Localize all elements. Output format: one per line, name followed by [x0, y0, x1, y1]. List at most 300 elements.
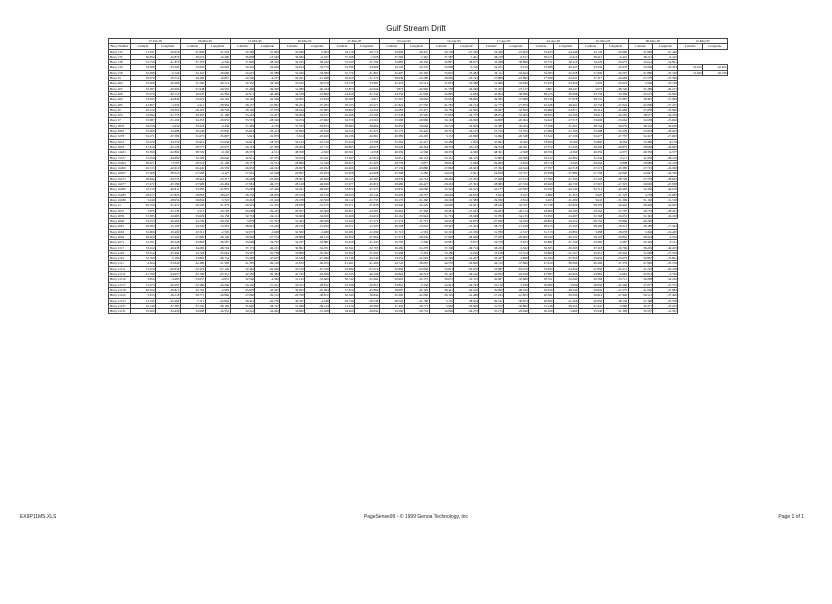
latitude-cell: 29.291	[280, 76, 305, 81]
latitude-cell: 32.142	[578, 49, 603, 54]
latitude-cell: 48.356	[529, 150, 554, 155]
latitude-cell: 38.215	[578, 54, 603, 59]
latitude-cell: 49.327	[280, 298, 305, 303]
longitude-cell: -48.247	[553, 86, 578, 91]
longitude-cell: -31.540	[305, 160, 330, 165]
longitude-cell: -45.830	[504, 187, 529, 192]
longitude-cell: -32.698	[603, 107, 628, 112]
longitude-cell: -31.735	[354, 197, 379, 202]
latitude-cell: 31.610	[131, 266, 156, 271]
longitude-cell: -3.666	[454, 160, 479, 165]
latitude-cell: 41.261	[330, 261, 355, 266]
longitude-cell: -7.928	[354, 54, 379, 59]
longitude-cell: -2.489	[305, 229, 330, 234]
longitude-header: Longitude	[155, 44, 180, 49]
latitude-cell: 38.497	[628, 97, 653, 102]
longitude-cell: -41.368	[553, 298, 578, 303]
latitude-cell: 33.886	[280, 250, 305, 255]
latitude-cell: 29.503	[230, 203, 255, 208]
latitude-cell: 27.372	[529, 144, 554, 149]
longitude-cell: -25.271	[354, 102, 379, 107]
latitude-cell: 29.100	[280, 192, 305, 197]
longitude-cell: -27.622	[454, 208, 479, 213]
latitude-cell: 29.070	[131, 76, 156, 81]
row-label-header: Buoy Number	[110, 44, 129, 49]
latitude-cell: 35.200	[131, 309, 156, 314]
buoy-number-cell: Buoy 16277	[109, 182, 131, 187]
longitude-cell: -25.139	[155, 208, 180, 213]
longitude-cell: -34.690	[354, 65, 379, 70]
latitude-cell: 35.380	[628, 139, 653, 144]
latitude-cell: 36.680	[529, 282, 554, 287]
longitude-cell: -43.923	[454, 166, 479, 171]
latitude-cell: 32.866	[131, 229, 156, 234]
latitude-cell: 5.614	[280, 134, 305, 139]
table-row	[109, 309, 728, 314]
latitude-cell: 33.894	[180, 256, 205, 261]
latitude-cell: 21.708	[578, 171, 603, 176]
longitude-header: Longitude	[703, 44, 728, 49]
longitude-cell: -32.877	[553, 107, 578, 112]
latitude-cell: 48.361	[330, 150, 355, 155]
longitude-cell: 31.715	[404, 219, 429, 224]
longitude-cell: -32.640	[553, 277, 578, 282]
latitude-cell: 29.150	[280, 224, 305, 229]
longitude-cell: -27.293	[305, 102, 330, 107]
latitude-cell: 28.756	[379, 160, 404, 165]
latitude-cell: 3.500	[628, 81, 653, 86]
latitude-cell: 38.223	[479, 245, 504, 250]
longitude-cell: -38.864	[354, 123, 379, 128]
buoy-number-cell: Buoy 16273	[109, 176, 131, 181]
longitude-cell: -15.525	[354, 224, 379, 229]
latitude-cell: 29.689	[529, 208, 554, 213]
latitude-cell: 46.300	[578, 261, 603, 266]
latitude-cell: 32.536	[180, 219, 205, 224]
latitude-cell: 5.135	[429, 298, 454, 303]
longitude-cell: -27.513	[504, 176, 529, 181]
longitude-cell: -15.430	[504, 224, 529, 229]
longitude-cell: -28.230	[205, 219, 230, 224]
latitude-cell: 33.688	[529, 65, 554, 70]
longitude-cell: -31.890	[255, 49, 280, 54]
longitude-cell: -3.797	[155, 160, 180, 165]
latitude-cell: 27.372	[379, 234, 404, 239]
latitude-cell: 3.879	[230, 219, 255, 224]
latitude-cell: 31.865	[479, 155, 504, 160]
longitude-cell: -26.360	[305, 208, 330, 213]
longitude-cell: -27.251	[255, 282, 280, 287]
longitude-cell: -23.893	[504, 76, 529, 81]
longitude-cell: -29.445	[603, 250, 628, 255]
latitude-cell: 31.853	[429, 81, 454, 86]
longitude-cell: -40.244	[305, 86, 330, 91]
longitude-cell: -31.218	[205, 49, 230, 54]
longitude-cell: -25.920	[504, 49, 529, 54]
longitude-cell: -27.550	[404, 102, 429, 107]
latitude-cell: 51.690	[479, 134, 504, 139]
longitude-cell: -46.133	[404, 155, 429, 160]
longitude-cell: -6.416	[553, 54, 578, 59]
longitude-cell: -4.430	[155, 123, 180, 128]
latitude-cell: 29.346	[379, 203, 404, 208]
longitude-cell: -37.400	[653, 293, 678, 298]
buoy-number-cell: Buoy 2671	[109, 240, 131, 245]
latitude-cell: 28.263	[429, 182, 454, 187]
longitude-cell: -33.748	[653, 81, 678, 86]
latitude-cell: 32.882	[379, 60, 404, 65]
latitude-cell: 42.911	[230, 91, 255, 96]
latitude-cell: 32.269	[330, 213, 355, 218]
latitude-cell: 37.190	[429, 245, 454, 250]
latitude-cell: 37.218	[578, 245, 603, 250]
longitude-cell: -36.714	[205, 81, 230, 86]
longitude-cell: -28.964	[205, 102, 230, 107]
longitude-cell: -42.682	[553, 155, 578, 160]
longitude-cell: -43.890	[305, 91, 330, 96]
latitude-cell: 33.622	[280, 81, 305, 86]
latitude-cell: 33.560	[330, 250, 355, 255]
latitude-cell: 26.888	[280, 234, 305, 239]
latitude-cell: 34.998	[180, 309, 205, 314]
latitude-cell: 34.551	[280, 282, 305, 287]
longitude-cell: -4.558	[354, 150, 379, 155]
longitude-cell: -51.270	[404, 245, 429, 250]
longitude-cell: -29.620	[305, 134, 330, 139]
longitude-cell: -28.843	[653, 176, 678, 181]
longitude-cell: -47.273	[354, 187, 379, 192]
longitude-cell: -38.150	[603, 298, 628, 303]
latitude-cell: 34.316	[230, 65, 255, 70]
latitude-cell: 31.568	[578, 213, 603, 218]
latitude-cell: 34.590	[379, 309, 404, 314]
longitude-cell: -31.428	[305, 309, 330, 314]
latitude-cell: 33.510	[280, 266, 305, 271]
latitude-cell: 31.875	[330, 86, 355, 91]
latitude-cell: 33.284	[330, 266, 355, 271]
latitude-cell: 28.189	[628, 224, 653, 229]
latitude-cell: 28.660	[628, 144, 653, 149]
longitude-cell: -23.744	[454, 76, 479, 81]
longitude-cell: -35.233	[653, 303, 678, 308]
longitude-cell: -67.312	[354, 266, 379, 271]
latitude-cell: 32.370	[330, 118, 355, 123]
longitude-cell: -34.950	[454, 123, 479, 128]
latitude-cell: 35.170	[479, 282, 504, 287]
longitude-cell: -29.640	[504, 309, 529, 314]
latitude-cell: 33.296	[379, 118, 404, 123]
longitude-cell: -29.272	[454, 309, 479, 314]
date-header: 20-Mar-95	[280, 39, 330, 44]
longitude-cell: -47.819	[354, 155, 379, 160]
latitude-cell: 34.800	[479, 118, 504, 123]
latitude-cell: 28.428	[628, 203, 653, 208]
latitude-cell: 37.810	[330, 287, 355, 292]
latitude-cell: 42.850	[479, 272, 504, 277]
latitude-cell: 32.324	[429, 187, 454, 192]
latitude-cell: 33.810	[429, 70, 454, 75]
latitude-cell: 32.549	[429, 256, 454, 261]
latitude-cell: 36.585	[479, 97, 504, 102]
latitude-cell: 32.897	[429, 60, 454, 65]
longitude-cell: -34.532	[205, 309, 230, 314]
buoy-number-cell: Buoy 16283	[109, 192, 131, 197]
longitude-cell: -39.356	[155, 107, 180, 112]
longitude-cell: -31.511	[255, 160, 280, 165]
date-header: 01-May-95	[578, 39, 628, 44]
latitude-cell: 29.271	[330, 203, 355, 208]
latitude-cell: 36.891	[280, 245, 305, 250]
longitude-cell: -40.555	[205, 86, 230, 91]
latitude-cell: 42.745	[280, 272, 305, 277]
latitude-cell: 28.771	[180, 293, 205, 298]
longitude-cell: -48.794	[205, 245, 230, 250]
latitude-cell: 28.260	[131, 234, 156, 239]
latitude-cell: 33.987	[131, 118, 156, 123]
latitude-cell: 3.340	[628, 229, 653, 234]
longitude-cell: -35.738	[255, 250, 280, 255]
longitude-cell: -35.494	[155, 250, 180, 255]
latitude-cell: 31.948	[180, 86, 205, 91]
longitude-cell: -67.330	[305, 266, 330, 271]
latitude-cell: 29.851	[330, 208, 355, 213]
longitude-cell: -6.410	[653, 54, 678, 59]
latitude-cell: 33.869	[529, 250, 554, 255]
latitude-cell: 42.735	[330, 272, 355, 277]
longitude-cell: -6.146	[155, 70, 180, 75]
longitude-cell: -45.180	[155, 182, 180, 187]
buoy-number-cell: Buoy 21111	[109, 266, 131, 271]
latitude-cell: 35.970	[131, 91, 156, 96]
latitude-cell: 31.350	[131, 155, 156, 160]
latitude-cell: 31.782	[479, 213, 504, 218]
date-header: 03-Apr-95	[379, 39, 429, 44]
longitude-cell: -31.518	[653, 197, 678, 202]
longitude-cell: -39.152	[255, 293, 280, 298]
longitude-cell: -34.380	[305, 70, 330, 75]
latitude-cell: 31.590	[180, 81, 205, 86]
latitude-cell: 45.903	[230, 287, 255, 292]
latitude-cell: 38.310	[628, 123, 653, 128]
latitude-cell: 28.323	[180, 107, 205, 112]
date-header: 08-May-95	[628, 39, 678, 44]
longitude-cell: -31.377	[504, 171, 529, 176]
latitude-cell: 48.359	[379, 150, 404, 155]
longitude-cell: -39.596	[553, 293, 578, 298]
longitude-cell: -27.762	[553, 176, 578, 181]
latitude-cell: 32.630	[280, 70, 305, 75]
longitude-cell: -31.279	[205, 203, 230, 208]
latitude-cell: 28.862	[330, 107, 355, 112]
latitude-cell: 29.153	[230, 144, 255, 149]
latitude-cell: 34.156	[429, 49, 454, 54]
longitude-cell: -34.695	[155, 213, 180, 218]
longitude-cell: -40.966	[155, 86, 180, 91]
latitude-cell: 28.148	[280, 182, 305, 187]
latitude-cell: 44.745	[379, 261, 404, 266]
latitude-cell: 34.716	[429, 123, 454, 128]
latitude-cell: 31.880	[628, 70, 653, 75]
longitude-cell: -43.952	[305, 166, 330, 171]
latitude-cell: 26.819	[578, 293, 603, 298]
latitude-cell: 32.347	[180, 70, 205, 75]
latitude-cell: 29.220	[429, 197, 454, 202]
longitude-cell: -15.190	[155, 224, 180, 229]
latitude-cell: 51.345	[131, 298, 156, 303]
buoy-number-cell: Buoy 2119	[109, 256, 131, 261]
longitude-cell: -31.472	[155, 203, 180, 208]
latitude-cell: 39.823	[280, 287, 305, 292]
longitude-cell: -47.883	[653, 287, 678, 292]
latitude-cell: 36.850	[578, 282, 603, 287]
longitude-cell: -63.264	[553, 266, 578, 271]
latitude-cell: 32.176	[330, 70, 355, 75]
latitude-cell: 29.930	[479, 197, 504, 202]
longitude-cell: -43.118	[454, 144, 479, 149]
longitude-cell: -25.626	[255, 176, 280, 181]
longitude-cell: -46.600	[404, 187, 429, 192]
longitude-cell: -3.234	[653, 234, 678, 239]
buoy-number-cell: Buoy 2659	[109, 213, 131, 218]
latitude-cell: 41.824	[379, 102, 404, 107]
latitude-cell: 27.840	[429, 166, 454, 171]
latitude-cell: 35.174	[479, 309, 504, 314]
latitude-cell: 31.947	[578, 303, 603, 308]
longitude-cell: -32.590	[454, 107, 479, 112]
latitude-cell: 33.987	[479, 266, 504, 271]
longitude-cell: -40.433	[553, 65, 578, 70]
longitude-cell: -26.849	[454, 118, 479, 123]
buoy-number-cell: Buoy 21131	[109, 309, 131, 314]
longitude-cell: -38.316	[155, 171, 180, 176]
longitude-cell: -34.135	[504, 213, 529, 218]
latitude-cell: 33.992	[131, 113, 156, 118]
latitude-cell: 37.376	[180, 60, 205, 65]
longitude-cell: -46.560	[454, 86, 479, 91]
longitude-cell: -38.350	[255, 60, 280, 65]
latitude-cell: 42.090	[628, 102, 653, 107]
latitude-cell: 28.753	[479, 224, 504, 229]
latitude-cell: 26.967	[280, 166, 305, 171]
longitude-cell: -37.385	[155, 303, 180, 308]
latitude-cell: 29.170	[379, 197, 404, 202]
latitude-cell: 28.463	[180, 176, 205, 181]
latitude-cell: 29.298	[379, 224, 404, 229]
longitude-cell: -42.750	[255, 298, 280, 303]
longitude-cell: -28.959	[255, 192, 280, 197]
latitude-cell: 35.523	[180, 123, 205, 128]
longitude-cell: -41.823	[504, 293, 529, 298]
latitude-cell: 32.728	[180, 250, 205, 255]
longitude-cell: -28.842	[354, 309, 379, 314]
latitude-cell: 33.618	[479, 250, 504, 255]
longitude-cell: -25.317	[205, 176, 230, 181]
longitude-cell: -33.065	[653, 203, 678, 208]
latitude-cell: 31.680	[628, 250, 653, 255]
longitude-cell: -3.951	[454, 171, 479, 176]
longitude-cell: -26.761	[404, 176, 429, 181]
latitude-cell: 3.964	[429, 303, 454, 308]
longitude-cell: -34.640	[255, 65, 280, 70]
longitude-cell: -21.772	[354, 76, 379, 81]
latitude-cell: 31.430	[379, 303, 404, 308]
latitude-cell: 27.084	[529, 129, 554, 134]
longitude-cell: -39.844	[354, 293, 379, 298]
longitude-cell: -3.722	[205, 197, 230, 202]
latitude-cell: -28.865	[529, 219, 554, 224]
date-header: 10-Apr-95	[429, 39, 479, 44]
longitude-cell: -45.129	[155, 144, 180, 149]
latitude-cell: 26.540	[330, 293, 355, 298]
longitude-cell: -34.262	[255, 309, 280, 314]
latitude-cell: 25.963	[628, 129, 653, 134]
latitude-cell: 29.262	[280, 144, 305, 149]
longitude-cell: -34.158	[205, 213, 230, 218]
latitude-cell: 44.110	[479, 261, 504, 266]
longitude-cell: -31.369	[603, 197, 628, 202]
latitude-cell: 39.690	[479, 287, 504, 292]
latitude-cell: 35.280	[429, 139, 454, 144]
latitude-cell: 34.111	[479, 70, 504, 75]
latitude-cell: 32.182	[529, 187, 554, 192]
longitude-cell: -37.978	[553, 97, 578, 102]
longitude-cell: -34.567	[603, 70, 628, 75]
latitude-cell: 32.712	[578, 187, 603, 192]
longitude-cell: -27.797	[603, 208, 628, 213]
latitude-cell: 33.998	[429, 65, 454, 70]
longitude-cell: -46.466	[255, 91, 280, 96]
longitude-cell: 34.350	[504, 219, 529, 224]
longitude-cell: -37.688	[504, 97, 529, 102]
longitude-cell: -34.688	[155, 129, 180, 134]
longitude-cell: -46.291	[504, 144, 529, 149]
longitude-cell: -26.990	[454, 134, 479, 139]
longitude-cell: -5.963	[305, 49, 330, 54]
latitude-cell: 3.873	[379, 86, 404, 91]
longitude-cell: -27.196	[553, 134, 578, 139]
latitude-cell: 29.688	[230, 208, 255, 213]
latitude-cell: 28.895	[330, 144, 355, 149]
longitude-cell: -33.640	[504, 81, 529, 86]
drift-table	[108, 38, 728, 314]
latitude-cell: 32.350	[628, 187, 653, 192]
longitude-cell: -29.963	[653, 129, 678, 134]
longitude-cell: -29.763	[454, 282, 479, 287]
latitude-cell: 3.674	[578, 86, 603, 91]
longitude-cell: -25.726	[205, 208, 230, 213]
latitude-cell: 28.954	[330, 192, 355, 197]
longitude-cell: -28.954	[155, 197, 180, 202]
longitude-cell: -51.583	[205, 261, 230, 266]
latitude-cell: 27.793	[628, 176, 653, 181]
latitude-cell: 3.455	[578, 81, 603, 86]
longitude-header: Longitude	[653, 44, 678, 49]
latitude-cell: 37.584	[379, 54, 404, 59]
buoy-number-cell: Buoy 133	[109, 49, 131, 54]
longitude-cell: -48.673	[354, 144, 379, 149]
latitude-cell: 34.251	[479, 65, 504, 70]
latitude-cell: 47.960	[628, 261, 653, 266]
longitude-cell: -32.881	[305, 240, 330, 245]
longitude-cell: -27.682	[305, 118, 330, 123]
latitude-cell: 34.683	[529, 139, 554, 144]
latitude-cell: 28.150	[230, 107, 255, 112]
latitude-cell: 26.466	[330, 166, 355, 171]
latitude-cell: 29.905	[379, 277, 404, 282]
longitude-cell: -5.186	[155, 256, 180, 261]
longitude-cell: -4.560	[305, 150, 330, 155]
longitude-cell: -31.361	[653, 309, 678, 314]
